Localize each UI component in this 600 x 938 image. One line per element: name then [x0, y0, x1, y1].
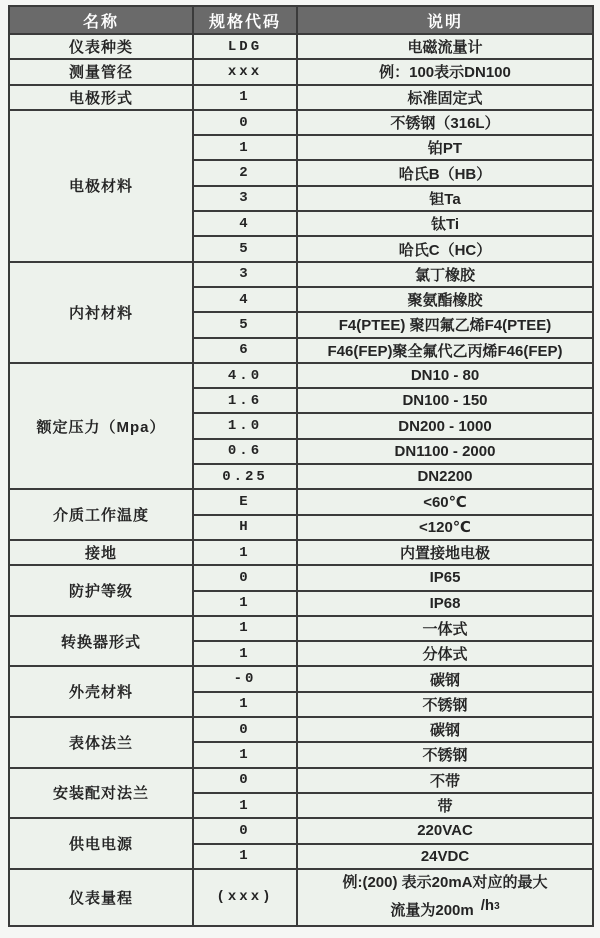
spec-code-cell: 0	[193, 717, 297, 742]
spec-code-cell: 1.0	[193, 413, 297, 438]
description-line: 例:(200) 表示20mA对应的最大	[342, 874, 548, 892]
description-cell: 不锈钢（316L）	[297, 110, 593, 135]
group-name-cell: 安装配对法兰	[9, 768, 193, 819]
table-row	[9, 363, 593, 388]
spec-code-cell: 4	[193, 211, 297, 236]
description-line	[300, 895, 590, 923]
group-name-cell: 电极材料	[9, 110, 193, 262]
spec-code-cell: 1	[193, 641, 297, 666]
spec-code-cell: 1	[193, 844, 297, 869]
description-cell: 聚氨酯橡胶	[297, 287, 593, 312]
spec-code-cell: 1	[193, 616, 297, 641]
spec-code-cell: xxx	[193, 59, 297, 84]
description-cell: 钛Ti	[297, 211, 593, 236]
description-cell: F4(PTEE) 聚四氟乙烯F4(PTEE)	[297, 312, 593, 337]
description-cell: 碳钢	[297, 717, 593, 742]
col-header-code: 规格代码	[193, 6, 297, 34]
spec-code-cell: 1.6	[193, 388, 297, 413]
table-row	[9, 262, 593, 287]
unit-exponent: 3	[494, 901, 500, 913]
description-cell: 碳钢	[297, 666, 593, 691]
group-name-cell: 内衬材料	[9, 262, 193, 363]
description-cell: 分体式	[297, 641, 593, 666]
description-cell: 哈氏B（HB）	[297, 160, 593, 185]
spec-code-cell: 0	[193, 565, 297, 590]
group-name-cell: 供电电源	[9, 818, 193, 869]
description-cell: 氯丁橡胶	[297, 262, 593, 287]
description-cell: <120℃	[297, 515, 593, 540]
description-cell: DN100 - 150	[297, 388, 593, 413]
spec-code-cell: 1	[193, 591, 297, 616]
description-cell: IP68	[297, 591, 593, 616]
group-name-cell: 测量管径	[9, 59, 193, 84]
description-cell: 不带	[297, 768, 593, 793]
description-cell: 不锈钢	[297, 692, 593, 717]
description-cell: 钽Ta	[297, 186, 593, 211]
spec-code-cell: H	[193, 515, 297, 540]
description-cell: 电磁流量计	[297, 34, 593, 59]
spec-code-cell: 1	[193, 135, 297, 160]
col-header-description: 说明	[297, 6, 593, 34]
group-name-cell: 仪表种类	[9, 34, 193, 59]
spec-table	[8, 5, 594, 927]
description-cell: 24VDC	[297, 844, 593, 869]
spec-code-cell: 4.0	[193, 363, 297, 388]
spec-code-cell: 3	[193, 186, 297, 211]
col-header-name: 名称	[9, 6, 193, 34]
spec-code-cell: 0	[193, 768, 297, 793]
table-row	[9, 616, 593, 641]
spec-code-cell: 6	[193, 338, 297, 363]
spec-code-cell: 1	[193, 85, 297, 110]
spec-code-cell: 1	[193, 540, 297, 565]
description-cell: 220VAC	[297, 818, 593, 843]
table-row	[9, 85, 593, 110]
table-row	[9, 540, 593, 565]
spec-code-cell: LDG	[193, 34, 297, 59]
group-name-cell: 电极形式	[9, 85, 193, 110]
spec-code-cell: -0	[193, 666, 297, 691]
description-cell: 内置接地电极	[297, 540, 593, 565]
spec-code-cell: 1	[193, 742, 297, 767]
table-row	[9, 565, 593, 590]
description-cell: 不锈钢	[297, 742, 593, 767]
description-text: 流量为200m	[390, 902, 474, 920]
spec-code-cell: 0	[193, 818, 297, 843]
description-cell: 一体式	[297, 616, 593, 641]
description-cell: 标准固定式	[297, 85, 593, 110]
spec-code-cell: 0.25	[193, 464, 297, 489]
description-cell: 铂PT	[297, 135, 593, 160]
spec-code-cell: 2	[193, 160, 297, 185]
spec-code-cell: 0.6	[193, 439, 297, 464]
group-name-cell: 转换器形式	[9, 616, 193, 667]
description-cell: DN1100 - 2000	[297, 439, 593, 464]
spec-code-cell: 4	[193, 287, 297, 312]
description-cell: <60℃	[297, 489, 593, 514]
spec-code-cell: 1	[193, 692, 297, 717]
spec-code-cell: 5	[193, 236, 297, 261]
description-cell: DN200 - 1000	[297, 413, 593, 438]
table-row	[9, 489, 593, 514]
group-name-cell: 外壳材料	[9, 666, 193, 717]
spec-code-cell: 5	[193, 312, 297, 337]
group-name-cell: 仪表量程	[9, 869, 193, 926]
description-cell: 带	[297, 793, 593, 818]
spec-code-cell: 0	[193, 110, 297, 135]
table-row	[9, 818, 593, 843]
table-row	[9, 717, 593, 742]
table-row	[9, 666, 593, 691]
group-name-cell: 介质工作温度	[9, 489, 193, 540]
group-name-cell: 防护等级	[9, 565, 193, 616]
group-name-cell: 额定压力（Mpa）	[9, 363, 193, 489]
description-cell: DN10 - 80	[297, 363, 593, 388]
spec-code-cell: (xxx)	[193, 869, 297, 926]
description-cell: 例：100表示DN100	[297, 59, 593, 84]
unit-fraction: /h	[480, 897, 495, 915]
description-cell	[297, 869, 593, 926]
spec-code-cell: 1	[193, 793, 297, 818]
spec-code-cell: 3	[193, 262, 297, 287]
description-cell: 哈氏C（HC）	[297, 236, 593, 261]
table-row	[9, 110, 593, 135]
table-row	[9, 869, 593, 926]
spec-code-cell: E	[193, 489, 297, 514]
group-name-cell: 接地	[9, 540, 193, 565]
table-row	[9, 34, 593, 59]
group-name-cell: 表体法兰	[9, 717, 193, 768]
description-cell: IP65	[297, 565, 593, 590]
description-cell: F46(FEP)聚全氟代乙丙烯F46(FEP)	[297, 338, 593, 363]
description-cell: DN2200	[297, 464, 593, 489]
table-row	[9, 768, 593, 793]
header-row	[9, 6, 593, 34]
table-row	[9, 59, 593, 84]
